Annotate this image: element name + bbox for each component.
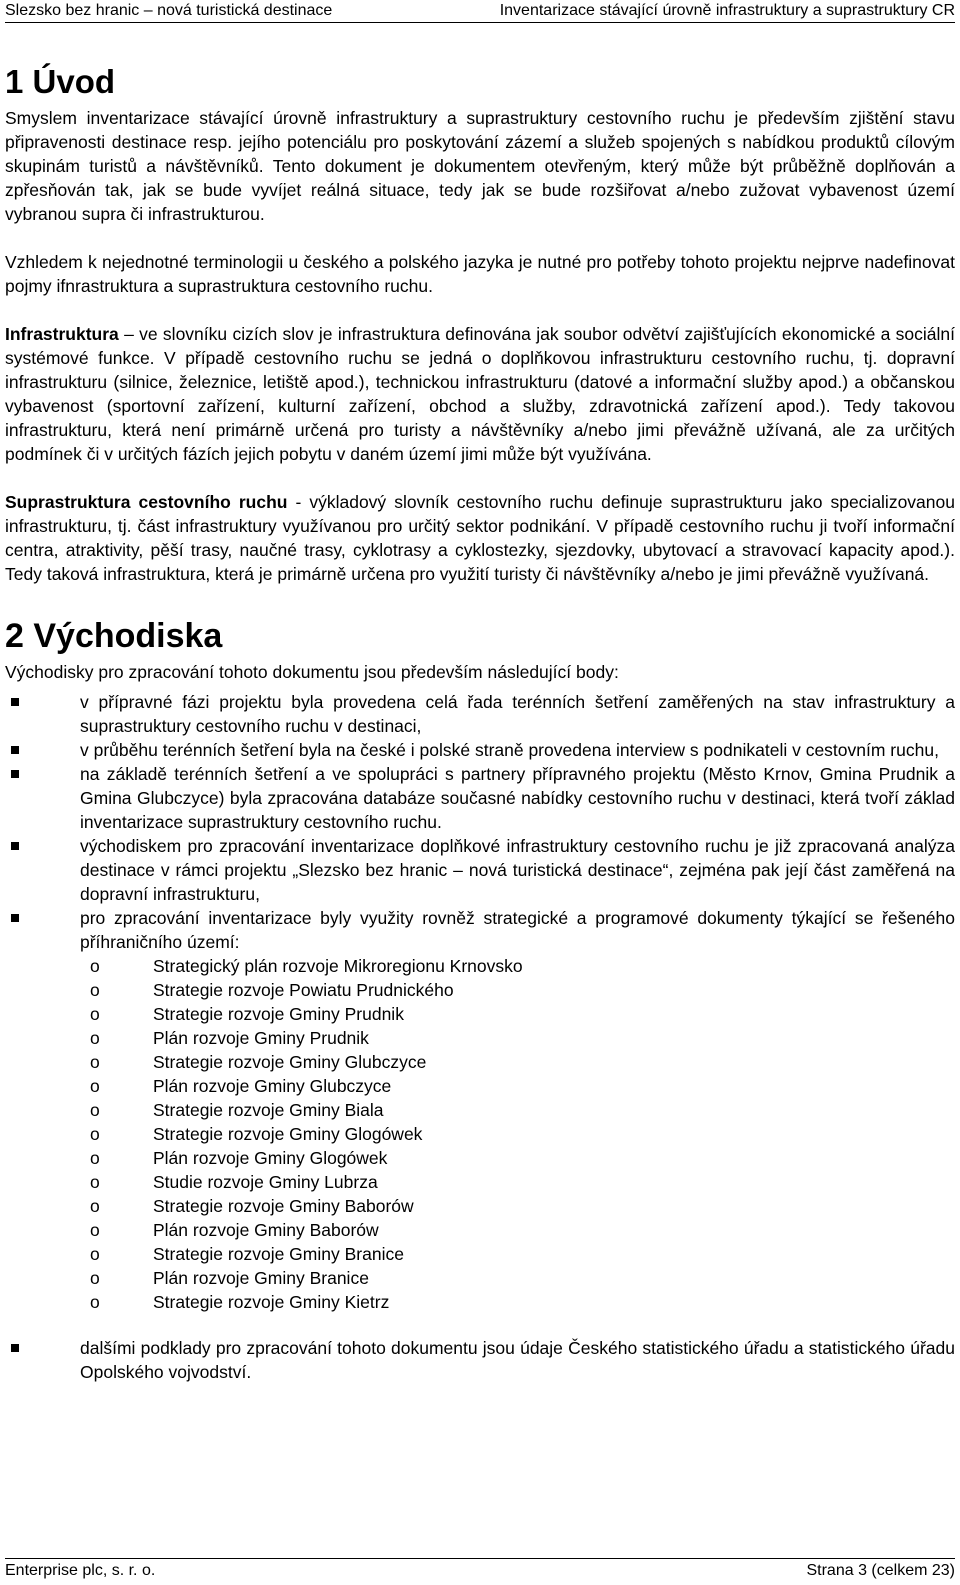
section-1-title: 1 Úvod [5, 63, 116, 100]
sublist-item: o Strategie rozvoje Gminy Kietrz [90, 1292, 390, 1313]
square-bullet-icon [11, 1344, 19, 1352]
section-1-paragraph-1: Smyslem inventarizace stávající úrovně infrastruktury a suprastruktury cestovního ruchu je především zjištění stavu připravenosti destinace resp. jejího potenciálu pro poskytování zázemí a služeb spojených s nabídkou produktů cílovým skupinám turistů a návštěvníků. Tento dokument je dokumentem otevřeným, který může být průběžně doplňován a zpřesňován tak, jak se bude vyvíjet reálná situace, tedy jak se bude rozšiřovat a/nebo zužovat vybavenost území vybranou supra či infrastrukturou. [5, 107, 955, 224]
sublist-item: o Strategie rozvoje Gminy Branice [90, 1244, 404, 1265]
infrastruktura-term: Infrastruktura [5, 323, 119, 344]
sublist-item: o Strategie rozvoje Gminy Glubczyce [90, 1052, 427, 1073]
circle-bullet-icon: o [90, 1244, 100, 1265]
sublist-item: o Studie rozvoje Gminy Lubrza [90, 1172, 378, 1193]
header-left: Slezsko bez hranic – nová turistická destinace [5, 2, 333, 19]
page-footer [5, 1558, 955, 1583]
infrastruktura-definition: – ve slovníku cizích slov je infrastruktura definována jak soubor odvětví zajišťujících ekonomické a sociální systémové funkce. V případě cestovního ruchu se jedná o doplňkovou infrastrukturu cestovního ruchu, tj. dopravní infrastrukturu (silnice, železnice, letiště apod.), technickou infrastrukturu (datové a informační služby apod.) a občanskou vybavenost (sportovní zařízení, kulturní zařízení, obchod a služby, zdravotnická zařízení apod.). Tedy takovou infrastrukturu, která není primárně určená pro turisty a návštěvníky a/nebo jimi převážně užívaná, ale za určitých podmínek či v určitých fázích jejich pobytu v daném území jimi může být využívána. [5, 323, 955, 464]
circle-bullet-icon: o [90, 1220, 100, 1241]
circle-bullet-icon: o [90, 956, 100, 977]
circle-bullet-icon: o [90, 1076, 100, 1097]
sublist-item: o Plán rozvoje Gminy Prudnik [90, 1028, 369, 1049]
list-item: v přípravné fázi projektu byla provedena celá řada terénních šetření zaměřených na stav infrastruktury a suprastruktury cestovního ruchu v destinaci, [5, 690, 955, 738]
circle-bullet-icon: o [90, 1172, 100, 1193]
square-bullet-icon [11, 914, 19, 922]
sublist-item: o Strategie rozvoje Gminy Biala [90, 1100, 384, 1121]
list-item: dalšími podklady pro zpracování tohoto dokumentu jsou údaje Českého statistického úřadu a statistického úřadu Opolského vojvodství. [5, 1336, 955, 1384]
page-number: Strana 3 (celkem 23) [806, 1562, 955, 1579]
list-item: východiskem pro zpracování inventarizace doplňkové infrastruktury cestovního ruchu je již zpracovaná analýza destinace v rámci projektu „Slezsko bez hranic – nová turistická destinace“, zejména pak její část zaměřená na dopravní infrastrukturu, [5, 834, 955, 906]
bullet-list [5, 690, 955, 1314]
document-body [5, 62, 955, 1384]
list-item: v průběhu terénních šetření byla na české i polské straně provedena interview s podnikateli v cestovním ruchu, [5, 738, 955, 762]
circle-bullet-icon: o [90, 1196, 100, 1217]
sublist-item: o Strategický plán rozvoje Mikroregionu Krnovsko [90, 956, 523, 977]
section-1-paragraph-3 [5, 322, 955, 466]
sublist-item: o Strategie rozvoje Powiatu Prudnického [90, 980, 454, 1001]
section-2-intro: Východisky pro zpracování tohoto dokumentu jsou především následující body: [5, 662, 619, 683]
list-item: pro zpracování inventarizace byly využity rovněž strategické a programové dokumenty týkající se řešeného příhraničního území: o Strategický plán rozvoje Mikroregionu Krnovsko o Strategie rozvoje Powiatu Prudnického o Strategie rozvoje Gminy Prudnik o Plán rozvoje Gminy Prudnik o Strategie rozvoje Gminy Glubczyce o Plán rozvoje Gminy Glubczyce o Strategie rozvoje Gminy Biala o Strategie rozvoje Gminy Glogówek o Plán rozvoje Gminy Glogówek o Studie rozvoje Gminy Lubrza o Strategie rozvoje Gminy Baborów o Plán rozvoje Gminy Baborów o Strategie rozvoje Gminy Branice o Plán rozvoje Gminy Branice o Strategie rozvoje Gminy Kietrz [5, 906, 955, 1314]
page-header [5, 0, 955, 23]
circle-bullet-icon: o [90, 1100, 100, 1121]
square-bullet-icon [11, 698, 19, 706]
bullet-list-final [5, 1336, 955, 1384]
square-bullet-icon [11, 770, 19, 778]
list-item: na základě terénních šetření a ve spolupráci s partnery přípravného projektu (Město Krnov, Gmina Prudnik a Gmina Glubczyce) byla zpracována databáze současné nabídky cestovního ruchu v destinaci, která tvoří základ inventarizace suprastruktury cestovního ruchu. [5, 762, 955, 834]
circle-bullet-icon: o [90, 1052, 100, 1073]
square-bullet-icon [11, 842, 19, 850]
circle-bullet-icon: o [90, 1148, 100, 1169]
footer-company: Enterprise plc, s. r. o. [5, 1562, 156, 1579]
circle-bullet-icon: o [90, 1004, 100, 1025]
suprastruktura-term: Suprastruktura cestovního ruchu [5, 491, 288, 512]
square-bullet-icon [11, 746, 19, 754]
sublist-item: o Plán rozvoje Gminy Glogówek [90, 1148, 388, 1169]
suprastruktura-definition: - výkladový slovník cestovního ruchu definuje suprastrukturu jako specializovanou infrastrukturu, tj. část infrastruktury využívanou pro určitý sektor podnikání. V případě cestovního ruchu ji tvoří informační centra, atraktivity, pěší trasy, naučné trasy, cyklotrasy a cyklostezky, sjezdovky, ubytovací a stravovací kapacity apod.). Tedy taková infrastruktura, která je primárně určena pro využití turisty či návštěvníky a/nebo je jimi převážně využívaná. [5, 491, 955, 584]
sublist-item: o Plán rozvoje Gminy Baborów [90, 1220, 379, 1241]
circle-bullet-icon: o [90, 1124, 100, 1145]
sublist-item: o Plán rozvoje Gminy Glubczyce [90, 1076, 392, 1097]
sublist-item: o Strategie rozvoje Gminy Prudnik [90, 1004, 404, 1025]
document-sublist [80, 954, 955, 1314]
section-1-paragraph-4 [5, 490, 955, 586]
section-1-paragraph-2: Vzhledem k nejednotné terminologii u českého a polského jazyka je nutné pro potřeby tohoto projektu nejprve nadefinovat pojmy ifnrastruktura a suprastruktura cestovního ruchu. [5, 251, 955, 296]
circle-bullet-icon: o [90, 1292, 100, 1313]
header-right: Inventarizace stávající úrovně infrastruktury a suprastruktury CR [499, 2, 955, 19]
circle-bullet-icon: o [90, 980, 100, 1001]
sublist-item: o Strategie rozvoje Gminy Glogówek [90, 1124, 423, 1145]
circle-bullet-icon: o [90, 1028, 100, 1049]
sublist-item: o Plán rozvoje Gminy Branice [90, 1268, 369, 1289]
sublist-item: o Strategie rozvoje Gminy Baborów [90, 1196, 414, 1217]
section-2-title: 2 Východiska [5, 616, 223, 655]
circle-bullet-icon: o [90, 1268, 100, 1289]
